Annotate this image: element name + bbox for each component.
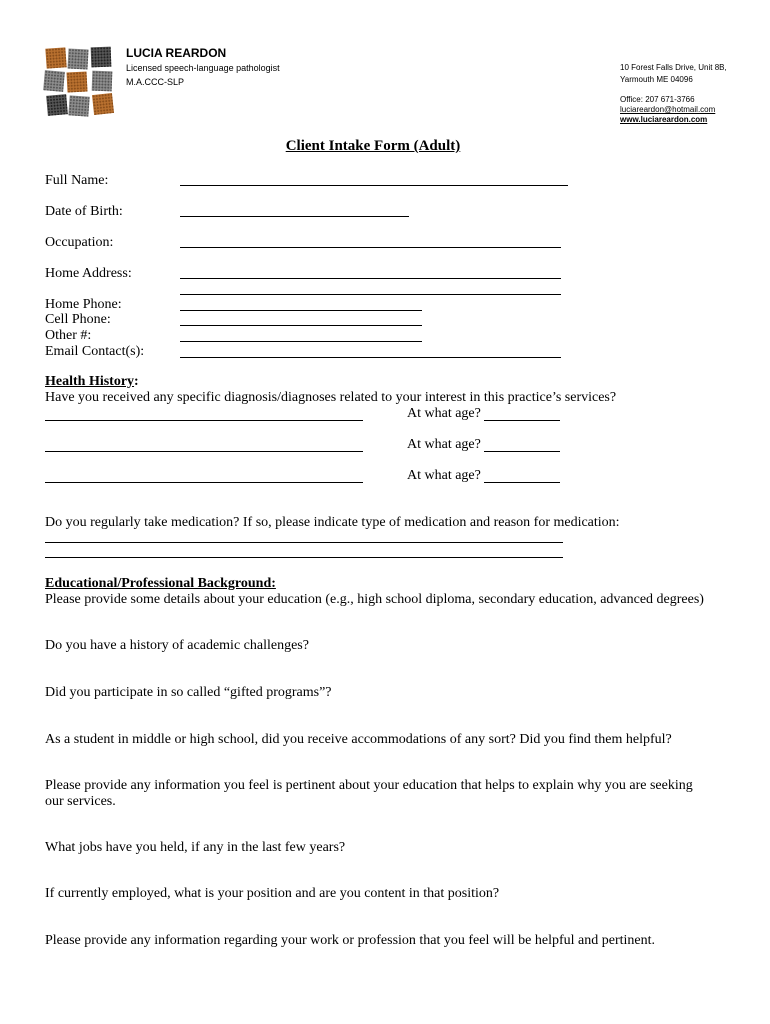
education-heading: Educational/Professional Background: <box>45 576 276 591</box>
cell-phone-label: Cell Phone: <box>45 312 111 327</box>
address-line: 10 Forest Falls Drive, Unit 8B, <box>620 63 727 72</box>
other-number-label: Other #: <box>45 328 92 343</box>
credential-line: M.A.CCC-SLP <box>126 77 185 87</box>
accommodations-question: As a student in middle or high school, did you receive accommodations of any sort? Did you find them helpful? <box>45 732 672 747</box>
office-phone: Office: 207 671-3766 <box>620 95 695 104</box>
medication-line[interactable] <box>45 557 563 558</box>
credential-line: Licensed speech-language pathologist <box>126 63 280 73</box>
practitioner-name: LUCIA REARDON <box>126 46 227 60</box>
age-label: At what age? <box>407 468 481 483</box>
medication-line[interactable] <box>45 542 563 543</box>
work-info-question: Please provide any information regarding your work or profession that you feel will be helpful and pertinent. <box>45 933 655 948</box>
diagnosis-line[interactable] <box>45 451 363 452</box>
health-history-heading-colon: : <box>134 374 139 389</box>
current-position-question: If currently employed, what is your position and are you content in that position? <box>45 886 500 901</box>
occupation-label: Occupation: <box>45 235 114 250</box>
website-link[interactable]: www.luciareardon.com <box>620 115 708 124</box>
jobs-question: What jobs have you held, if any in the last few years? <box>45 840 346 855</box>
diagnosis-line[interactable] <box>45 420 363 421</box>
email-link[interactable]: luciareardon@hotmail.com <box>620 105 716 114</box>
age-line[interactable] <box>484 451 560 452</box>
education-pertinent-question: Please provide any information you feel is pertinent about your education that helps to explain why you are seeking <box>45 778 693 793</box>
email-contact-line[interactable] <box>180 357 561 358</box>
email-contact-label: Email Contact(s): <box>45 344 145 359</box>
age-line[interactable] <box>484 420 560 421</box>
health-history-heading-text: Health History <box>45 374 135 389</box>
full-name-label: Full Name: <box>45 173 109 188</box>
academic-challenges-question: Do you have a history of academic challenges? <box>45 638 309 653</box>
mosaic-squares-logo <box>44 47 116 119</box>
home-phone-line[interactable] <box>180 310 422 311</box>
diagnosis-line[interactable] <box>45 482 363 483</box>
dob-label: Date of Birth: <box>45 204 123 219</box>
home-address-label: Home Address: <box>45 266 132 281</box>
education-question: Please provide some details about your education (e.g., high school diploma, secondary education, advanced degrees) <box>45 592 704 607</box>
age-label: At what age? <box>407 437 481 452</box>
home-address-line[interactable] <box>180 278 561 279</box>
home-address-line[interactable] <box>180 294 561 295</box>
health-history-heading <box>45 374 139 390</box>
form-title: Client Intake Form (Adult) <box>285 138 461 154</box>
diagnosis-question: Have you received any specific diagnosis/diagnoses related to your interest in this practice’s services? <box>45 390 617 405</box>
age-label: At what age? <box>407 406 481 421</box>
gifted-programs-question: Did you participate in so called “gifted programs”? <box>45 685 332 700</box>
cell-phone-line[interactable] <box>180 325 422 326</box>
occupation-line[interactable] <box>180 247 561 248</box>
home-phone-label: Home Phone: <box>45 297 122 312</box>
age-line[interactable] <box>484 482 560 483</box>
dob-line[interactable] <box>180 216 409 217</box>
full-name-line[interactable] <box>180 185 568 186</box>
medication-question: Do you regularly take medication? If so, please indicate type of medication and reason for medication: <box>45 515 620 530</box>
other-number-line[interactable] <box>180 341 422 342</box>
address-line: Yarmouth ME 04096 <box>620 75 693 84</box>
education-pertinent-question-cont: our services. <box>45 794 116 809</box>
